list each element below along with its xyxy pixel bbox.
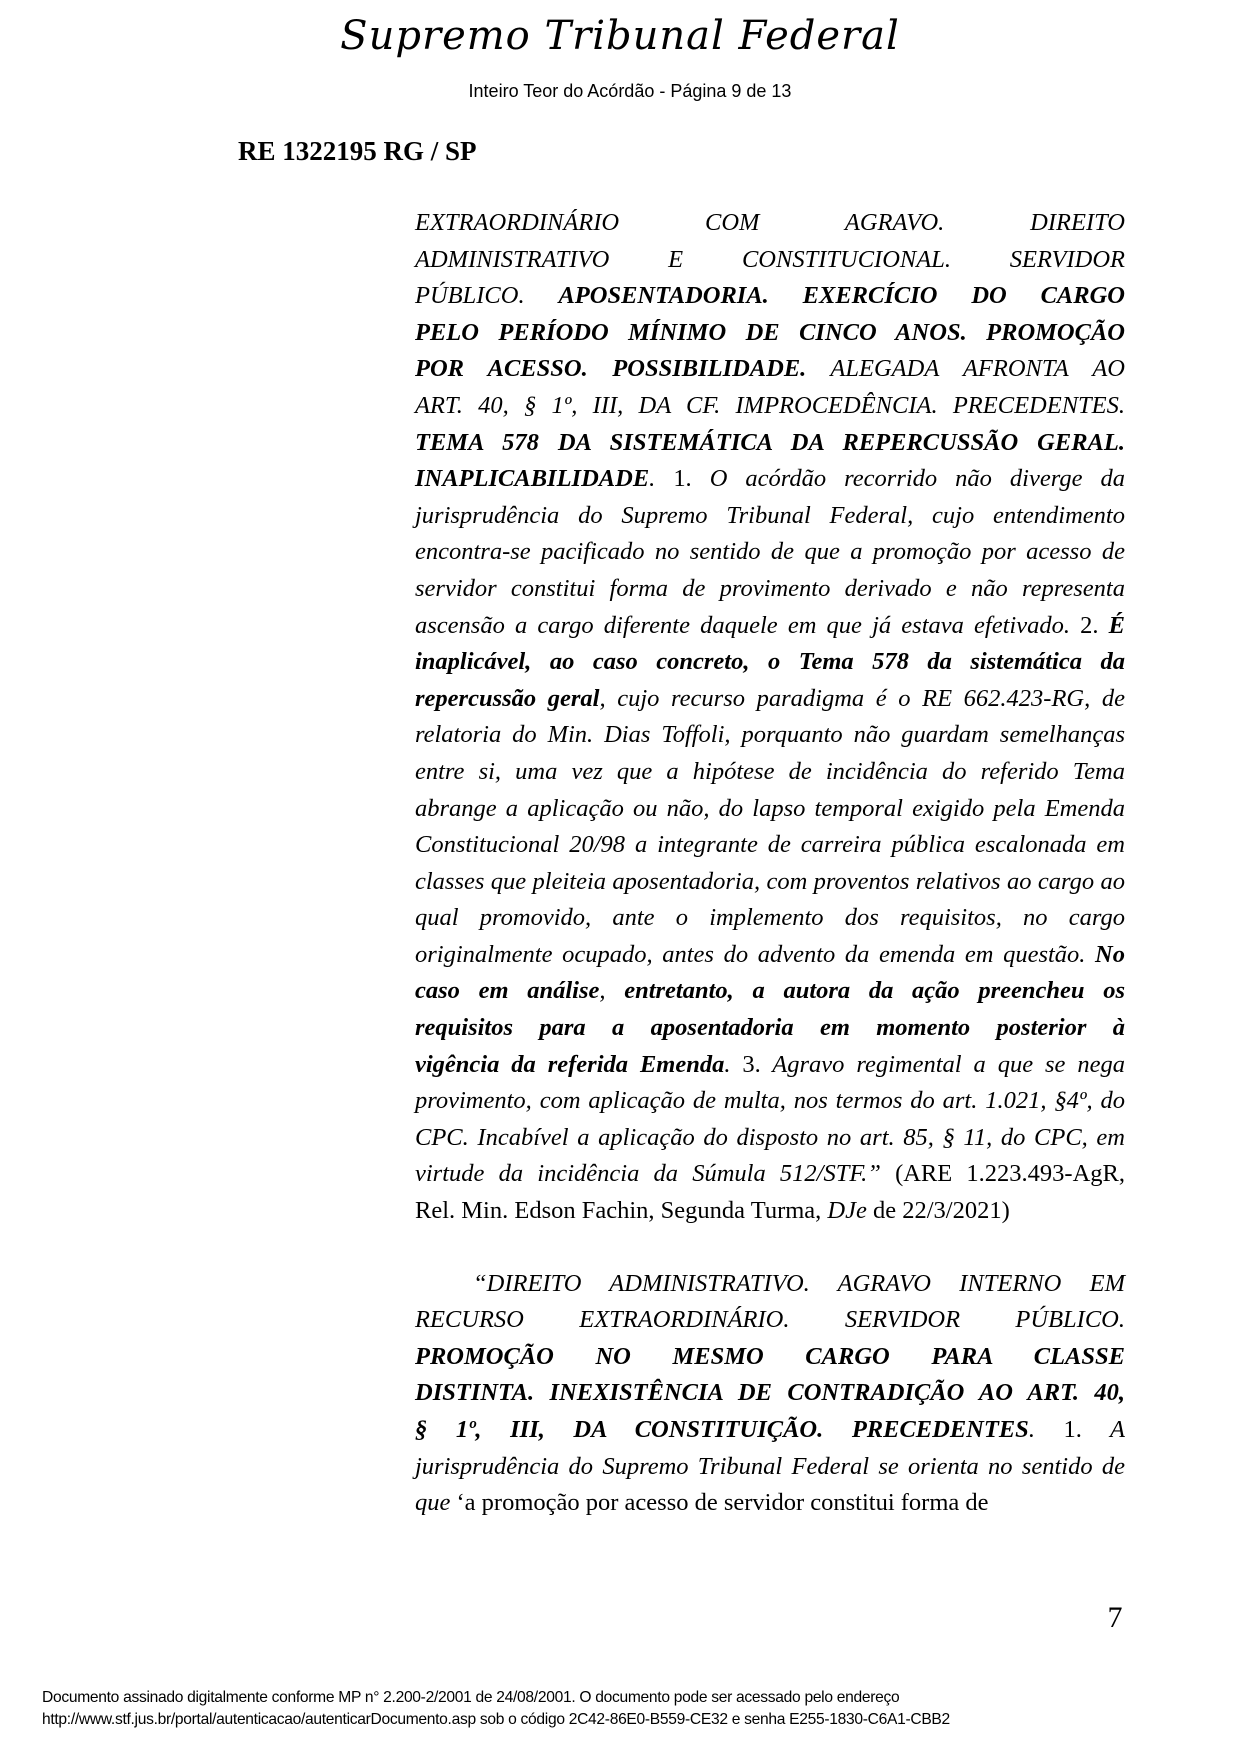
- italic-text: Constitucional 20/98 a integrante de carreira pública escalonada em: [415, 831, 1125, 859]
- bold-text: vigência da referida Emenda: [415, 1050, 725, 1078]
- italic-text: .: [649, 465, 674, 493]
- bold-text: entretanto, a autora da ação preencheu os: [624, 977, 1125, 1005]
- text-line: [415, 791, 1125, 828]
- text-line: [415, 937, 1125, 974]
- text: de 22/3/2021): [866, 1197, 1010, 1225]
- italic-text: entre si, uma vez que a hipótese de incidência do referido Tema: [415, 757, 1125, 785]
- text: 1.: [1063, 1416, 1082, 1443]
- text-line: [415, 1302, 1125, 1339]
- document-body: [415, 205, 1125, 1522]
- italic-text: relatoria do Min. Dias Toffoli, porquanto não guardam semelhanças: [415, 721, 1125, 749]
- text-line: [415, 1010, 1125, 1047]
- italic-text: que: [415, 1489, 457, 1517]
- bold-text: DISTINTA. INEXISTÊNCIA DE CONTRADIÇÃO AO ART. 40,: [415, 1379, 1125, 1407]
- text-line: [415, 681, 1125, 718]
- italic-text: CPC. Incabível a aplicação do disposto no art. 85, § 11, do CPC, em: [415, 1123, 1125, 1151]
- text: 3.: [742, 1050, 761, 1078]
- bold-text: PELO PERÍODO MÍNIMO DE CINCO ANOS. PROMOÇÃO: [415, 318, 1125, 346]
- italic-text: abrange a aplicação ou não, do lapso temporal exigido pela Emenda: [415, 794, 1125, 822]
- italic-text: qual promovido, ante o implemento dos requisitos, no cargo: [415, 904, 1125, 932]
- italic-text: .: [724, 1050, 743, 1078]
- text-line: [415, 864, 1125, 901]
- italic-text: O acórdão recorrido não diverge da: [691, 465, 1125, 493]
- text-line: [415, 315, 1125, 352]
- italic-text: virtude da incidência da Súmula 512/STF.”: [415, 1160, 896, 1188]
- italic-text: provimento, com aplicação de multa, nos termos do art. 1.021, §4º, do: [415, 1087, 1125, 1115]
- text-line: [415, 644, 1125, 681]
- footer-signature-line: Documento assinado digitalmente conforme MP n° 2.200-2/2001 de 24/08/2001. O documento pode ser acessado pelo endereço: [42, 1689, 900, 1706]
- text-line: [415, 1083, 1125, 1120]
- text-line: [415, 278, 1125, 315]
- text-line: [415, 1449, 1125, 1486]
- text-line: [415, 1193, 1125, 1230]
- italic-text: ascensão a cargo diferente daquele em que já estava efetivado.: [415, 611, 1081, 639]
- italic-text: , cujo recurso paradigma é o RE 662.423-RG, de: [599, 684, 1125, 712]
- bold-text: requisitos para a aposentadoria em momento posterior à: [415, 1014, 1125, 1042]
- text-line: [415, 754, 1125, 791]
- footer-verification-line: http://www.stf.jus.br/portal/autenticacao/autenticarDocumento.asp sob o código 2C42-86E0-B559-CE32 e senha E255-1830-C6A1-CBB2: [42, 1711, 950, 1728]
- bold-text: § 1º, III, DA CONSTITUIÇÃO. PRECEDENTES: [415, 1416, 1029, 1443]
- italic-text: ALEGADA AFRONTA AO: [806, 355, 1125, 383]
- case-id: RE 1322195 RG / SP: [238, 136, 477, 166]
- text-line: [415, 717, 1125, 754]
- text: ‘a promoção por acesso de servidor constitui forma de: [456, 1489, 989, 1517]
- text-line: [415, 205, 1125, 242]
- text-line: [415, 1156, 1125, 1193]
- italic-text: servidor constitui forma de provimento derivado e não representa: [415, 574, 1125, 602]
- text: 1.: [673, 465, 692, 493]
- italic-text: jurisprudência do Supremo Tribunal Federal, cujo entendimento: [415, 501, 1125, 529]
- italic-text: jurisprudência do Supremo Tribunal Federal se orienta no sentido de: [415, 1452, 1125, 1480]
- bold-text: POR ACESSO. POSSIBILIDADE.: [415, 355, 807, 383]
- text-line: [415, 1047, 1125, 1084]
- italic-text: ART. 40, § 1º, III, DA CF. IMPROCEDÊNCIA. PRECEDENTES.: [415, 391, 1125, 419]
- paragraph-gap: [415, 1230, 1125, 1266]
- bold-text: É: [1108, 611, 1125, 639]
- italic-text: ,: [599, 977, 625, 1005]
- italic-text: RECURSO EXTRAORDINÁRIO. SERVIDOR PÚBLICO.: [415, 1306, 1125, 1334]
- italic-text: .: [1028, 1416, 1064, 1443]
- italic-text: Agravo regimental a que se nega: [760, 1050, 1125, 1078]
- text-line: [415, 1412, 1125, 1449]
- text-line: [415, 1485, 1125, 1522]
- page-number: 7: [1107, 1601, 1123, 1634]
- text-line: [415, 827, 1125, 864]
- bold-text: TEMA 578 DA SISTEMÁTICA DA REPERCUSSÃO GERAL.: [415, 428, 1125, 456]
- italic-text: encontra-se pacificado no sentido de que a promoção por acesso de: [415, 538, 1125, 566]
- page-info: Inteiro Teor do Acórdão - Página 9 de 13: [468, 81, 792, 101]
- bold-text: INAPLICABILIDADE: [415, 465, 650, 493]
- court-name-header: Supremo Tribunal Federal: [340, 13, 900, 59]
- text: 2.: [1080, 611, 1109, 639]
- text-line: [415, 242, 1125, 279]
- text-line: [415, 498, 1125, 535]
- text-line: [415, 571, 1125, 608]
- text-line: [415, 1375, 1125, 1412]
- text-line: [415, 351, 1125, 388]
- italic-text: originalmente ocupado, antes do advento da emenda em questão.: [415, 940, 1096, 968]
- text-line: [415, 608, 1125, 645]
- bold-text: caso em análise: [415, 977, 600, 1005]
- text-line: [415, 461, 1125, 498]
- text-line: [415, 534, 1125, 571]
- text: Rel. Min. Edson Fachin, Segunda Turma,: [415, 1197, 828, 1225]
- italic-text: PÚBLICO.: [415, 282, 559, 310]
- italic-text: “DIREITO ADMINISTRATIVO. AGRAVO INTERNO EM: [473, 1269, 1125, 1297]
- text-line: [415, 388, 1125, 425]
- text-line: [415, 1120, 1125, 1157]
- text-line: [415, 973, 1125, 1010]
- bold-text: inaplicável, ao caso concreto, o Tema 578 da sistemática da: [415, 648, 1125, 676]
- bold-text: No: [1095, 940, 1125, 968]
- italic-text: A: [1081, 1416, 1125, 1443]
- italic-text: classes que pleiteia aposentadoria, com proventos relativos ao cargo ao: [415, 867, 1125, 895]
- text-line: [415, 1266, 1125, 1303]
- digital-signature-footer: [42, 1687, 950, 1731]
- text-line: [415, 425, 1125, 462]
- paragraph: [415, 1266, 1125, 1522]
- bold-text: PROMOÇÃO NO MESMO CARGO PARA CLASSE: [415, 1342, 1125, 1370]
- text-line: [415, 900, 1125, 937]
- italic-text: DJe: [827, 1197, 867, 1225]
- bold-text: APOSENTADORIA. EXERCÍCIO DO CARGO: [558, 282, 1125, 310]
- paragraph: [415, 205, 1125, 1230]
- text-line: [415, 1339, 1125, 1376]
- text: (ARE 1.223.493-AgR,: [895, 1160, 1125, 1188]
- italic-text: ADMINISTRATIVO E CONSTITUCIONAL. SERVIDOR: [415, 245, 1125, 273]
- bold-text: repercussão geral: [415, 684, 600, 712]
- italic-text: EXTRAORDINÁRIO COM AGRAVO. DIREITO: [415, 209, 1125, 236]
